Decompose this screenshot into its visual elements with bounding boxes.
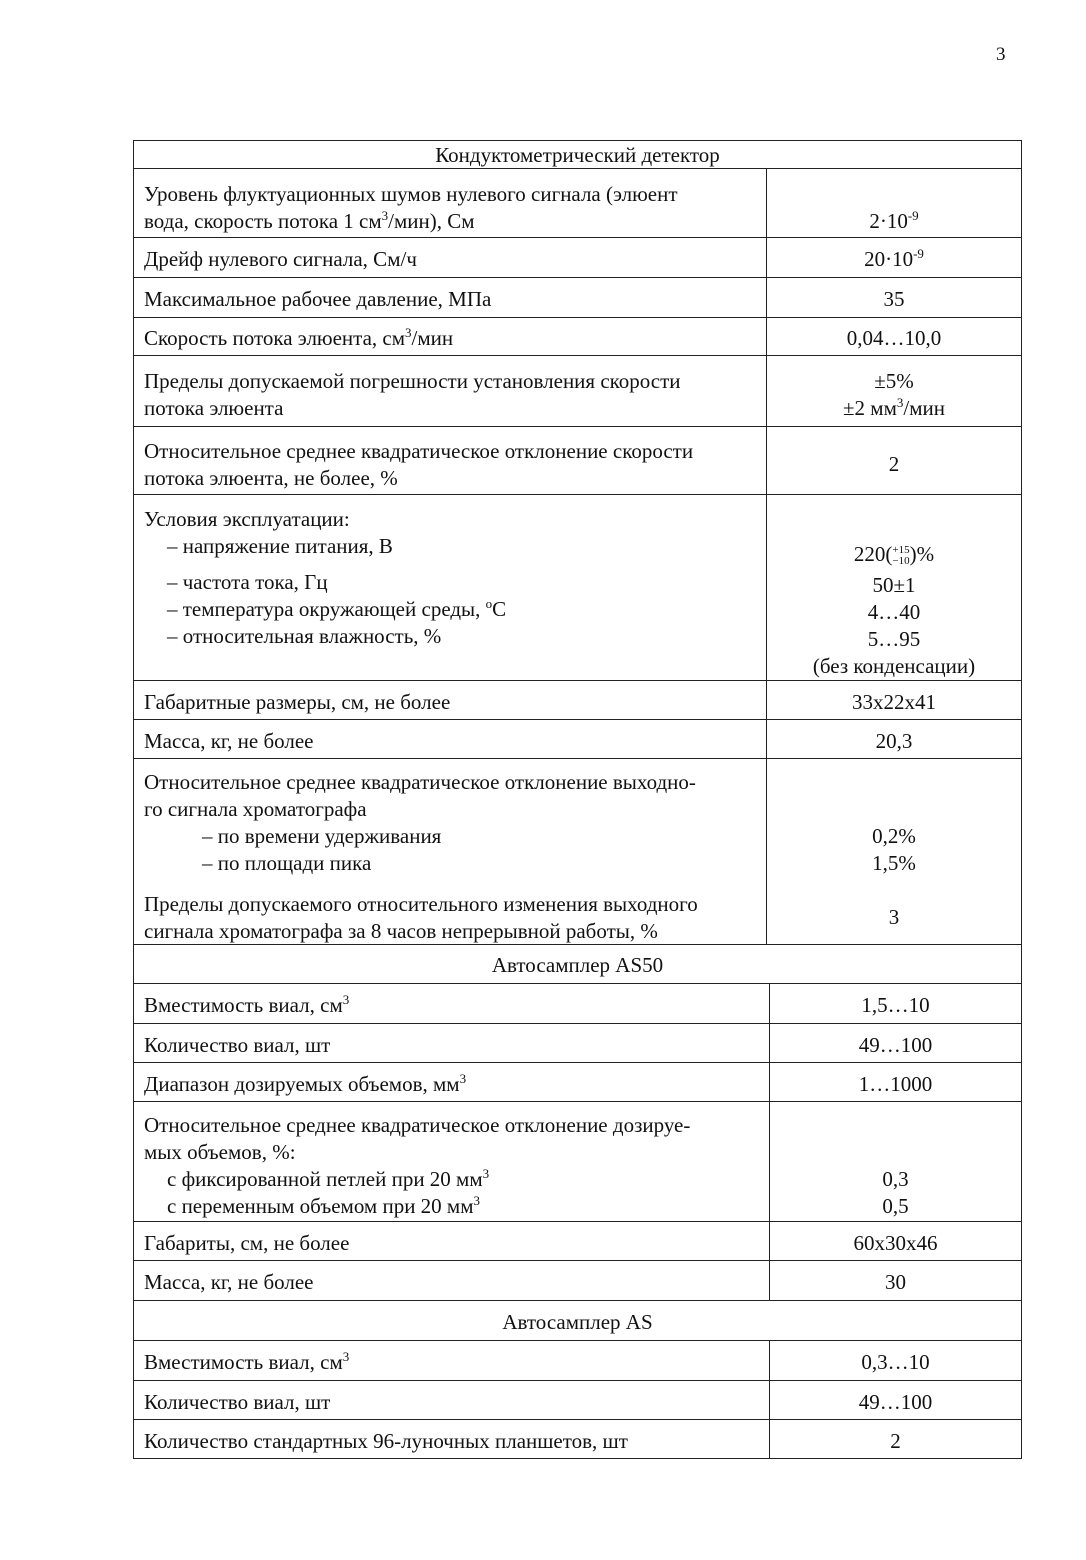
row-label: Пределы допускаемого относительного изменения выходного сигнала хроматографа за 8 часов непрерывной работы, %	[144, 892, 698, 943]
row-label: Дрейф нулевого сигнала, См/ч	[144, 247, 417, 271]
row-value: ±5% ±2 $мм^3$/мин	[843, 369, 945, 420]
row-value: 49…100	[858, 1033, 933, 1057]
row-label: Количество стандартных 96-луночных планшетов, шт	[144, 1429, 628, 1453]
table-row	[133, 237, 1022, 277]
row-value: 0,2% 1,5%	[872, 824, 916, 875]
table-row	[133, 168, 1022, 237]
row-value: 2	[890, 1429, 901, 1453]
row-value: 220( +15 −10 )% 50±1 4…40 5…95 (без конденсации)	[812, 542, 976, 678]
section-title: Автосамплер AS50	[491, 953, 664, 977]
row-label: Относительное среднее квадратическое отклонение дозируе- мых объемов, %: с фиксированной петлей при 20 $мм^3$ с переменным объемом при 20 $мм^3$	[144, 1113, 691, 1218]
page-number: 3	[996, 44, 1006, 65]
row-value: 0,3 0,5	[882, 1167, 909, 1218]
table-row	[133, 1340, 1022, 1380]
row-label: Масса, кг, не более	[144, 729, 314, 753]
section-title: Автосамплер AS	[502, 1310, 653, 1334]
row-value: 2	[888, 452, 900, 476]
table-row	[133, 277, 1022, 317]
section-header-as	[133, 1300, 1022, 1340]
row-value: 0,3…10	[861, 1350, 930, 1374]
row-value: $20\cdot 10^{-9}$	[864, 246, 924, 271]
table-row	[133, 1260, 1022, 1300]
row-label: Пределы допускаемой погрешности установления скорости потока элюента	[144, 369, 681, 420]
row-value: 35	[883, 287, 905, 311]
table-row	[133, 1062, 1022, 1101]
row-label: Вместимость виал, $см^3$	[144, 992, 350, 1017]
table-row	[133, 983, 1022, 1023]
row-label: Относительное среднее квадратическое отклонение скорости потока элюента, не более, %	[144, 439, 694, 490]
row-value: 1…1000	[858, 1072, 933, 1096]
table-row	[133, 355, 1022, 426]
row-label: Количество виал, шт	[144, 1390, 331, 1414]
row-label: Скорость потока элюента, $см^3$/мин	[144, 325, 454, 350]
row-value: 30	[885, 1270, 906, 1294]
row-label: Условия эксплуатации: – напряжение питания, В – частота тока, Гц – температура окружающей среды, $^o$C – относительная влажность, %	[144, 507, 507, 648]
row-value: 33x22x41	[852, 690, 936, 714]
table-row	[133, 1380, 1022, 1419]
table-row	[133, 1419, 1022, 1459]
table-row	[133, 1023, 1022, 1062]
table-row	[133, 758, 1022, 944]
row-label: Вместимость виал, $см^3$	[144, 1349, 350, 1374]
row-label: Максимальное рабочее давление, МПа	[144, 287, 492, 311]
section-header-detector	[133, 140, 1022, 168]
table-row	[133, 426, 1022, 494]
row-value: 3	[888, 905, 900, 929]
row-value: 60x30x46	[853, 1231, 938, 1255]
table-row	[133, 719, 1022, 758]
row-label: Диапазон дозируемых объемов, $мм^3$	[144, 1071, 467, 1096]
section-title: Кондуктометрический детектор	[435, 143, 720, 167]
table-row	[133, 1101, 1022, 1221]
row-value: $2\cdot 10^{-9}$	[869, 208, 919, 233]
row-label: Габариты, см, не более	[144, 1231, 350, 1255]
section-header-as50	[133, 944, 1022, 983]
row-value: 0,04…10,0	[846, 326, 942, 350]
row-label: Относительное среднее квадратическое отклонение выходно- го сигнала хроматографа – по времени удерживания – по площади пика	[144, 770, 696, 875]
table-row	[133, 317, 1022, 355]
row-label: Уровень флуктуационных шумов нулевого сигнала (элюент вода, скорость потока 1 $см^3/мин$), См	[144, 182, 678, 233]
table-row	[133, 494, 1022, 680]
table-row	[133, 680, 1022, 719]
row-label: Количество виал, шт	[144, 1033, 331, 1057]
row-value: 49…100	[858, 1390, 933, 1414]
row-value: 20,3	[875, 729, 913, 753]
table-row	[133, 1221, 1022, 1260]
row-label: Габаритные размеры, см, не более	[144, 690, 451, 714]
row-value: 1,5…10	[861, 993, 930, 1017]
row-label: Масса, кг, не более	[144, 1270, 314, 1294]
